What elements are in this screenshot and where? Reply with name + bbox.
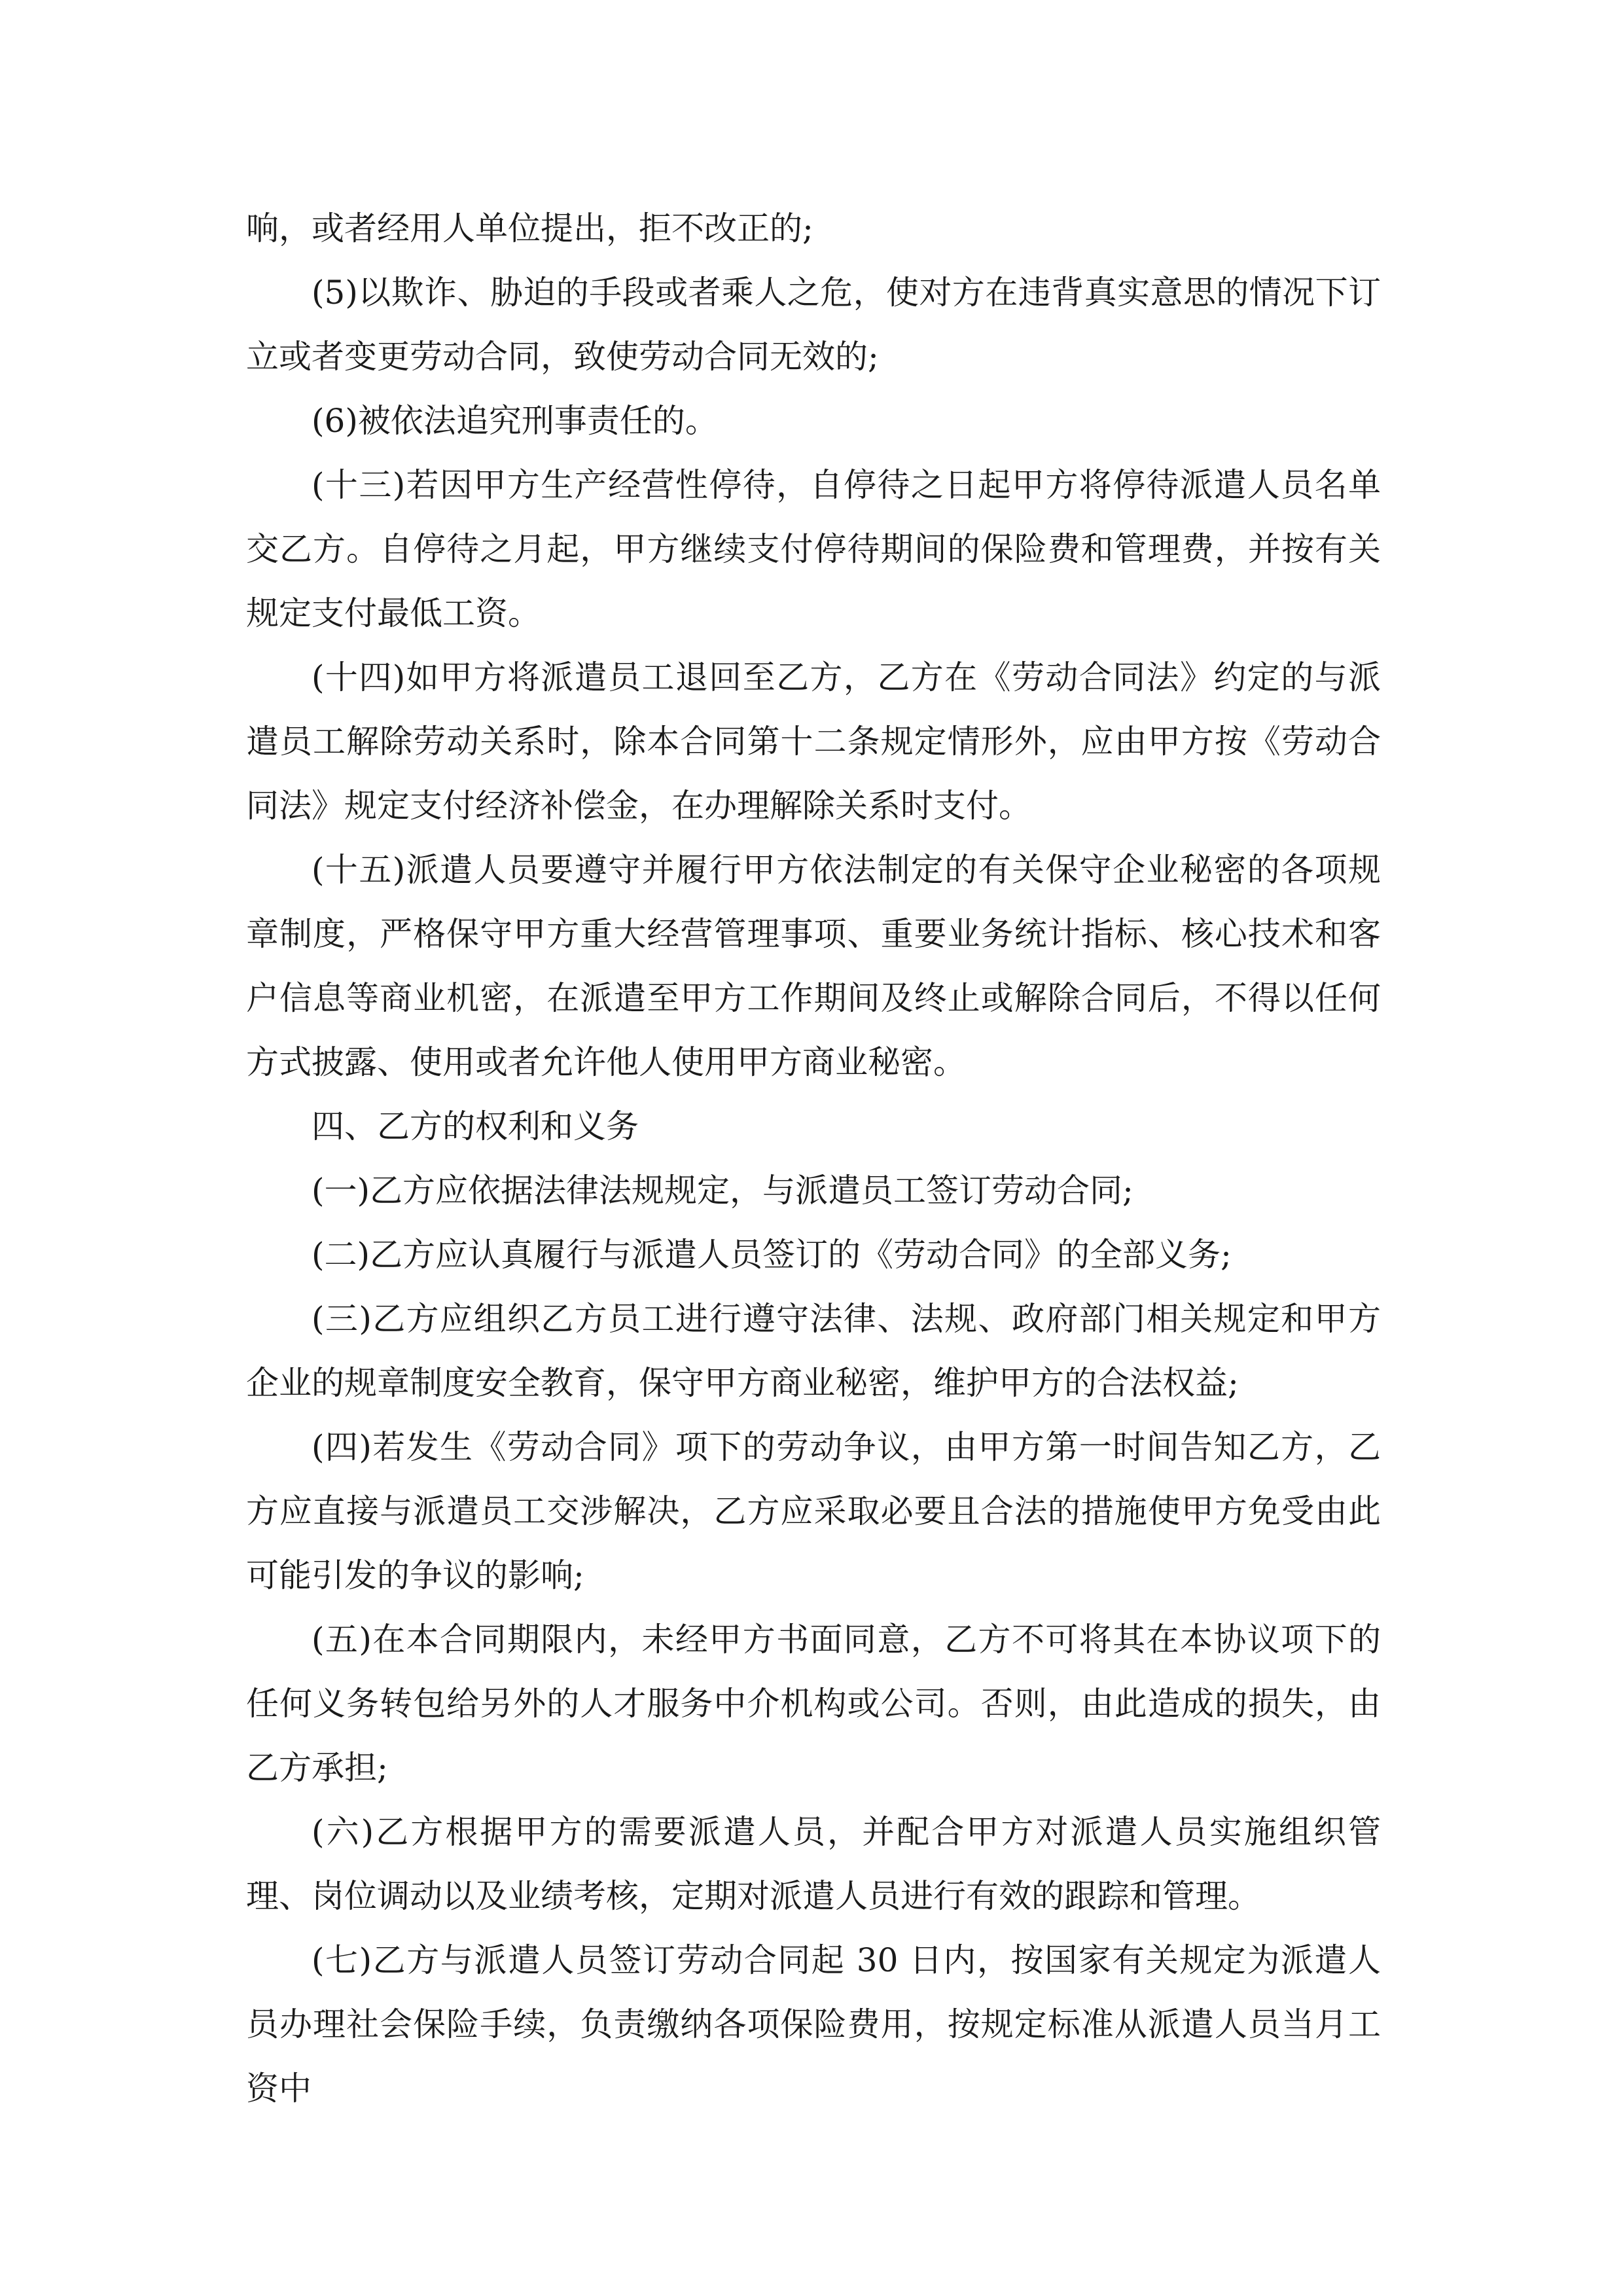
paragraph-party-b-3: (三)乙方应组织乙方员工进行遵守法律、法规、政府部门相关规定和甲方企业的规章制度安全教育，保守甲方商业秘密，维护甲方的合法权益; bbox=[246, 1300, 1381, 1402]
paragraph-clause-14: (十四)如甲方将派遣员工退回至乙方，乙方在《劳动合同法》约定的与派遣员工解除劳动关系时，除本合同第十二条规定情形外，应由甲方按《劳动合同法》规定支付经济补偿金，在办理解除关系时支付。 bbox=[246, 658, 1381, 825]
paragraph-party-b-6: (六)乙方根据甲方的需要派遣人员，并配合甲方对派遣人员实施组织管理、岗位调动以及业绩考核，定期对派遣人员进行有效的跟踪和管理。 bbox=[246, 1813, 1381, 1915]
paragraph-clause-15: (十五)派遣人员要遵守并履行甲方依法制定的有关保守企业秘密的各项规章制度，严格保守甲方重大经营管理事项、重要业务统计指标、核心技术和客户信息等商业机密，在派遣至甲方工作期间及终止或解除合同后，不得以任何方式披露、使用或者允许他人使用甲方商业秘密。 bbox=[246, 851, 1381, 1081]
paragraph-continuation: 响，或者经用人单位提出，拒不改正的; bbox=[246, 209, 813, 247]
paragraph-party-b-1: (一)乙方应依据法律法规规定，与派遣员工签订劳动合同; bbox=[312, 1172, 1133, 1210]
paragraph-party-b-4: (四)若发生《劳动合同》项下的劳动争议，由甲方第一时间告知乙方，乙方应直接与派遣员工交涉解决，乙方应采取必要且合法的措施使甲方免受由此可能引发的争议的影响; bbox=[246, 1428, 1381, 1594]
paragraph-item-6: (6)被依法追究刑事责任的。 bbox=[312, 402, 718, 440]
section-heading: 四、乙方的权利和义务 bbox=[312, 1107, 639, 1145]
paragraph-party-b-5: (五)在本合同期限内，未经甲方书面同意，乙方不可将其在本协议项下的任何义务转包给另外的人才服务中介机构或公司。否则，由此造成的损失，由乙方承担; bbox=[246, 1621, 1381, 1787]
document-body bbox=[246, 196, 1381, 2121]
paragraph-party-b-7: (七)乙方与派遣人员签订劳动合同起 30 日内，按国家有关规定为派遣人员办理社会保险手续，负责缴纳各项保险费用，按规定标准从派遣人员当月工资中 bbox=[246, 1941, 1381, 2108]
paragraph-item-5: (5)以欺诈、胁迫的手段或者乘人之危，使对方在违背真实意思的情况下订立或者变更劳动合同，致使劳动合同无效的; bbox=[246, 274, 1381, 376]
paragraph-party-b-2: (二)乙方应认真履行与派遣人员签订的《劳动合同》的全部义务; bbox=[312, 1236, 1232, 1274]
paragraph-clause-13: (十三)若因甲方生产经营性停待，自停待之日起甲方将停待派遣人员名单交乙方。自停待之月起，甲方继续支付停待期间的保险费和管理费，并按有关规定支付最低工资。 bbox=[246, 466, 1381, 632]
